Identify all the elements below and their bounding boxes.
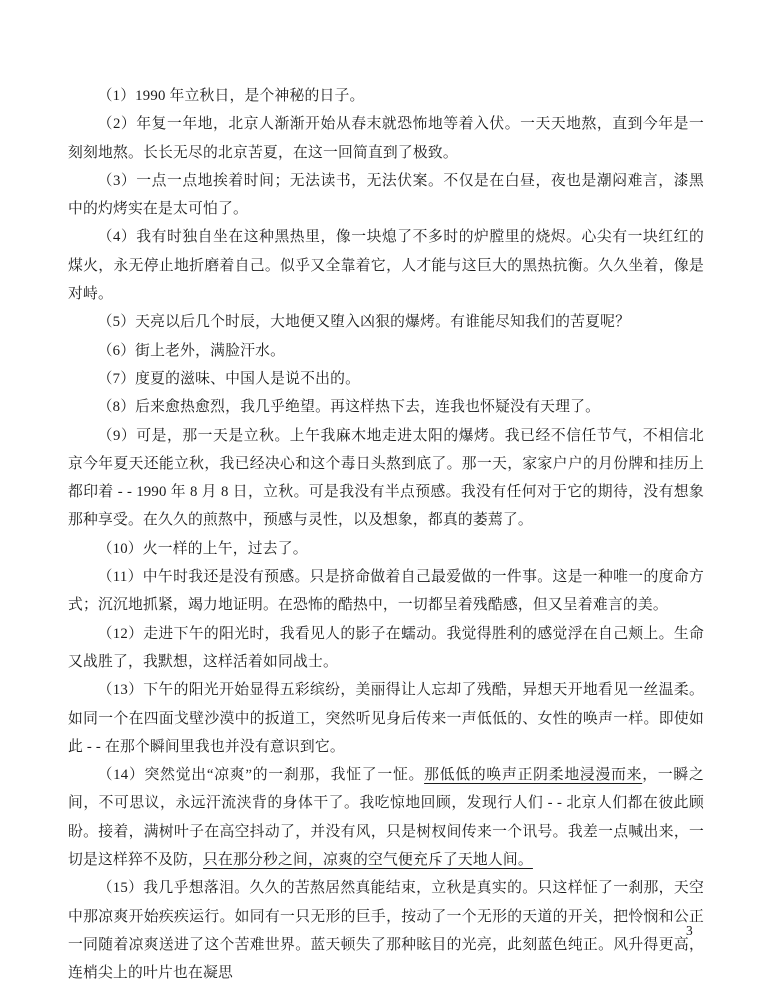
paragraph-text: （4）我有时独自坐在这种黑热里，像一块熄了不多时的炉膛里的烧烬。心尖有一块红红的煤火，永无停止地折磨着自己。似乎又全靠着它，人才能与这巨大的黑热抗衡。久久坐着，像是对峙。 [68, 229, 704, 303]
paragraph-text: （12）走进下午的阳光时，我看见人的影子在蠕动。我觉得胜利的感觉浮在自己颊上。生命又战胜了，我默想，这样活着如同战士。 [68, 625, 704, 670]
document-body [68, 82, 704, 988]
paragraph [68, 308, 704, 336]
paragraph [68, 82, 704, 110]
paragraph-text: （13）下午的阳光开始显得五彩缤纷，美丽得让人忘却了残酷，异想天开地看见一丝温柔。如同一个在四面戈壁沙漠中的扳道工，突然听见身后传来一声低低的、女性的唤声一样。即使如此 - - 在那个瞬间里我也并没有意识到它。 [68, 682, 704, 755]
paragraph-text: （11）中午时我还是没有预感。只是挤命做着自己最爱做的一件事。这是一种唯一的度命方式；沉沉地抓紧，竭力地证明。在恐怖的酷热中，一切都呈着残酷感，但又呈着难言的美。 [68, 569, 704, 614]
paragraph-text: （2）年复一年地，北京人渐渐开始从春末就恐怖地等着入伏。一天天地熬，直到今年是一刻刻地熬。长长无尽的北京苦夏，在这一回简直到了极致。 [68, 116, 704, 161]
paragraph-text: （6）街上老外，满脸汗水。 [97, 342, 286, 359]
paragraph-text: （7）度夏的滋味、中国人是说不出的。 [97, 370, 361, 387]
paragraph-text: （8）后来愈热愈烈，我几乎绝望。再这样热下去，连我也怀疑没有天理了。 [97, 399, 601, 416]
paragraph-text: （5）天亮以后几个时辰，大地便又堕入凶狠的爆烤。有谁能尽知我们的苦夏呢？ [97, 314, 631, 331]
paragraph [68, 761, 704, 874]
paragraph [68, 676, 704, 761]
paragraph-text: （15）我几乎想落泪。久久的苦熬居然真能结束，立秋是真实的。只这样怔了一刹那，天空中那凉爽开始疾疾运行。如同有一只无形的巨手，按动了一个无形的天道的开关，把怜悯和公正一同随着凉爽送进了这个苦难世界。蓝天顿失了那种眩目的光亮，此刻蓝色纯正。风升得更高，连梢尖上的叶片也在凝思 [68, 880, 704, 982]
paragraph [68, 535, 704, 563]
paragraph [68, 620, 704, 677]
document-page [68, 82, 704, 988]
paragraph-text: ，一瞬之间，不可思议，永远汗流浃背的身体干了。我吃惊地回顾，发现行人们 - - 北京人们都在彼此顾盼。接着，满树叶子在高空抖动了，并没有风，只是树杈间传来一个讯号。我差一点喊出来，一切是这样猝不及防， [68, 767, 704, 869]
paragraph [68, 422, 704, 535]
paragraph [68, 337, 704, 365]
paragraph-text: （9）可是，那一天是立秋。上午我麻木地走进太阳的爆烤。我已经不信任节气，不相信北京今年夏天还能立秋，我已经决心和这个毒日头熬到底了。那一天，家家户户的月份牌和挂历上都印着 - - 1990 年 8 月 8 日，立秋。可是我没有半点预感。我没有任何对于它的期待，没有想象那种享受。在久久的煎熬中，预感与灵性，以及想象，都真的萎蔫了。 [68, 427, 704, 529]
paragraph [68, 167, 704, 224]
paragraph-text: （1）1990 年立秋日，是个神秘的日子。 [97, 88, 365, 104]
paragraph-text: （10）火一样的上午，过去了。 [97, 540, 308, 557]
paragraph [68, 393, 704, 421]
paragraph-text: （3）一点一点地挨着时间；无法读书，无法伏案。不仅是在白昼，夜也是潮闷难言，漆黑中的灼烤实在是太可怕了。 [68, 172, 704, 218]
paragraph [68, 223, 704, 308]
paragraph [68, 365, 704, 393]
paragraph [68, 563, 704, 620]
paragraph [68, 874, 704, 987]
underlined-text: 只在那分秒之间，凉爽的空气便充斥了天地人间。 [202, 852, 533, 869]
underlined-text: 那低低的唤声正阴柔地浸漫而来 [424, 767, 643, 784]
paragraph [68, 110, 704, 167]
page-number: 3 [686, 923, 693, 938]
paragraph-text: （14）突然觉出“凉爽”的一刹那，我怔了一怔。 [97, 767, 425, 784]
